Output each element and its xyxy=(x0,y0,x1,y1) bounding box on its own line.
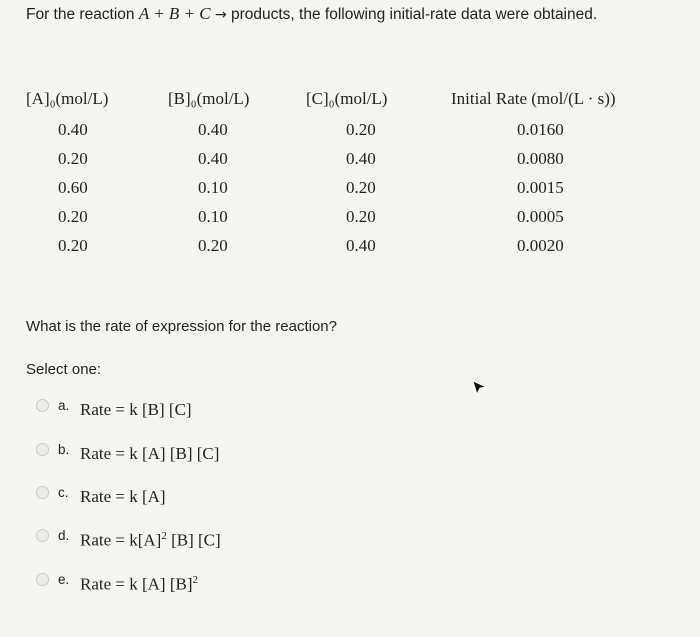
header-a: [A]₀(mol/L) xyxy=(26,89,109,108)
table-header-row xyxy=(26,88,628,115)
option-formula: Rate = k [A] xyxy=(80,487,166,506)
option-b[interactable] xyxy=(36,442,219,466)
table-cell: 0.20 xyxy=(346,206,376,226)
table-cell: 0.40 xyxy=(346,148,376,168)
table-cell: 0.40 xyxy=(198,119,228,139)
table-cell: 0.40 xyxy=(198,148,228,168)
radio-button[interactable] xyxy=(36,399,49,412)
option-letter: c. xyxy=(58,484,69,500)
table-row xyxy=(26,231,628,260)
question-text: What is the rate of expression for the reaction? xyxy=(26,318,337,335)
intro-suffix: products, the following initial-rate data were obtained. xyxy=(230,6,598,23)
radio-button[interactable] xyxy=(36,486,49,499)
option-letter: b. xyxy=(58,441,70,457)
table-cell: 0.20 xyxy=(58,235,88,255)
header-rate: Initial Rate (mol/(L · s)) xyxy=(451,89,616,108)
table-row xyxy=(26,202,628,231)
table-cell: 0.20 xyxy=(58,148,88,168)
table-cell: 0.20 xyxy=(346,177,376,197)
option-formula: Rate = $k[A]^2$ [B] [C] xyxy=(80,529,221,550)
option-letter: e. xyxy=(58,571,70,587)
option-letter: d. xyxy=(58,527,70,543)
reaction-formula: A + B + C xyxy=(138,4,211,23)
table-cell: 0.0020 xyxy=(517,235,564,255)
intro-prefix: For the reaction xyxy=(26,6,135,23)
table-cell: 0.0015 xyxy=(517,177,564,197)
option-formula: Rate = k [A] [B] [C] xyxy=(80,444,220,463)
rate-data-table xyxy=(26,88,628,260)
table-cell: 0.20 xyxy=(58,206,88,226)
radio-button[interactable] xyxy=(36,443,49,456)
option-letter: a. xyxy=(58,397,70,413)
reaction-arrow-icon: → xyxy=(214,7,227,23)
table-cell: 0.10 xyxy=(198,206,228,226)
table-row xyxy=(26,173,628,202)
option-formula: Rate = k [A] $[B]^2$ xyxy=(80,573,199,594)
table-row xyxy=(26,115,628,144)
table-cell: 0.40 xyxy=(346,235,376,255)
radio-button[interactable] xyxy=(36,529,49,542)
option-d[interactable] xyxy=(36,528,221,552)
option-c[interactable] xyxy=(36,485,166,509)
header-b: [B]₀(mol/L) xyxy=(168,89,250,108)
table-cell: 0.0160 xyxy=(517,119,564,139)
table-cell: 0.60 xyxy=(58,177,88,197)
radio-button[interactable] xyxy=(36,573,49,586)
mouse-pointer-icon xyxy=(472,380,488,396)
option-e[interactable] xyxy=(36,572,198,596)
intro-text xyxy=(26,4,597,24)
select-one-label: Select one: xyxy=(26,361,102,378)
option-formula: Rate = k [B] [C] xyxy=(80,400,192,419)
option-a[interactable] xyxy=(36,398,192,422)
table-row xyxy=(26,144,628,173)
table-cell: 0.0005 xyxy=(517,206,564,226)
table-cell: 0.20 xyxy=(198,235,228,255)
table-cell: 0.10 xyxy=(198,177,228,197)
table-cell: 0.40 xyxy=(58,119,88,139)
table-cell: 0.20 xyxy=(346,119,376,139)
header-c: [C]₀(mol/L) xyxy=(306,89,388,108)
table-cell: 0.0080 xyxy=(517,148,564,168)
